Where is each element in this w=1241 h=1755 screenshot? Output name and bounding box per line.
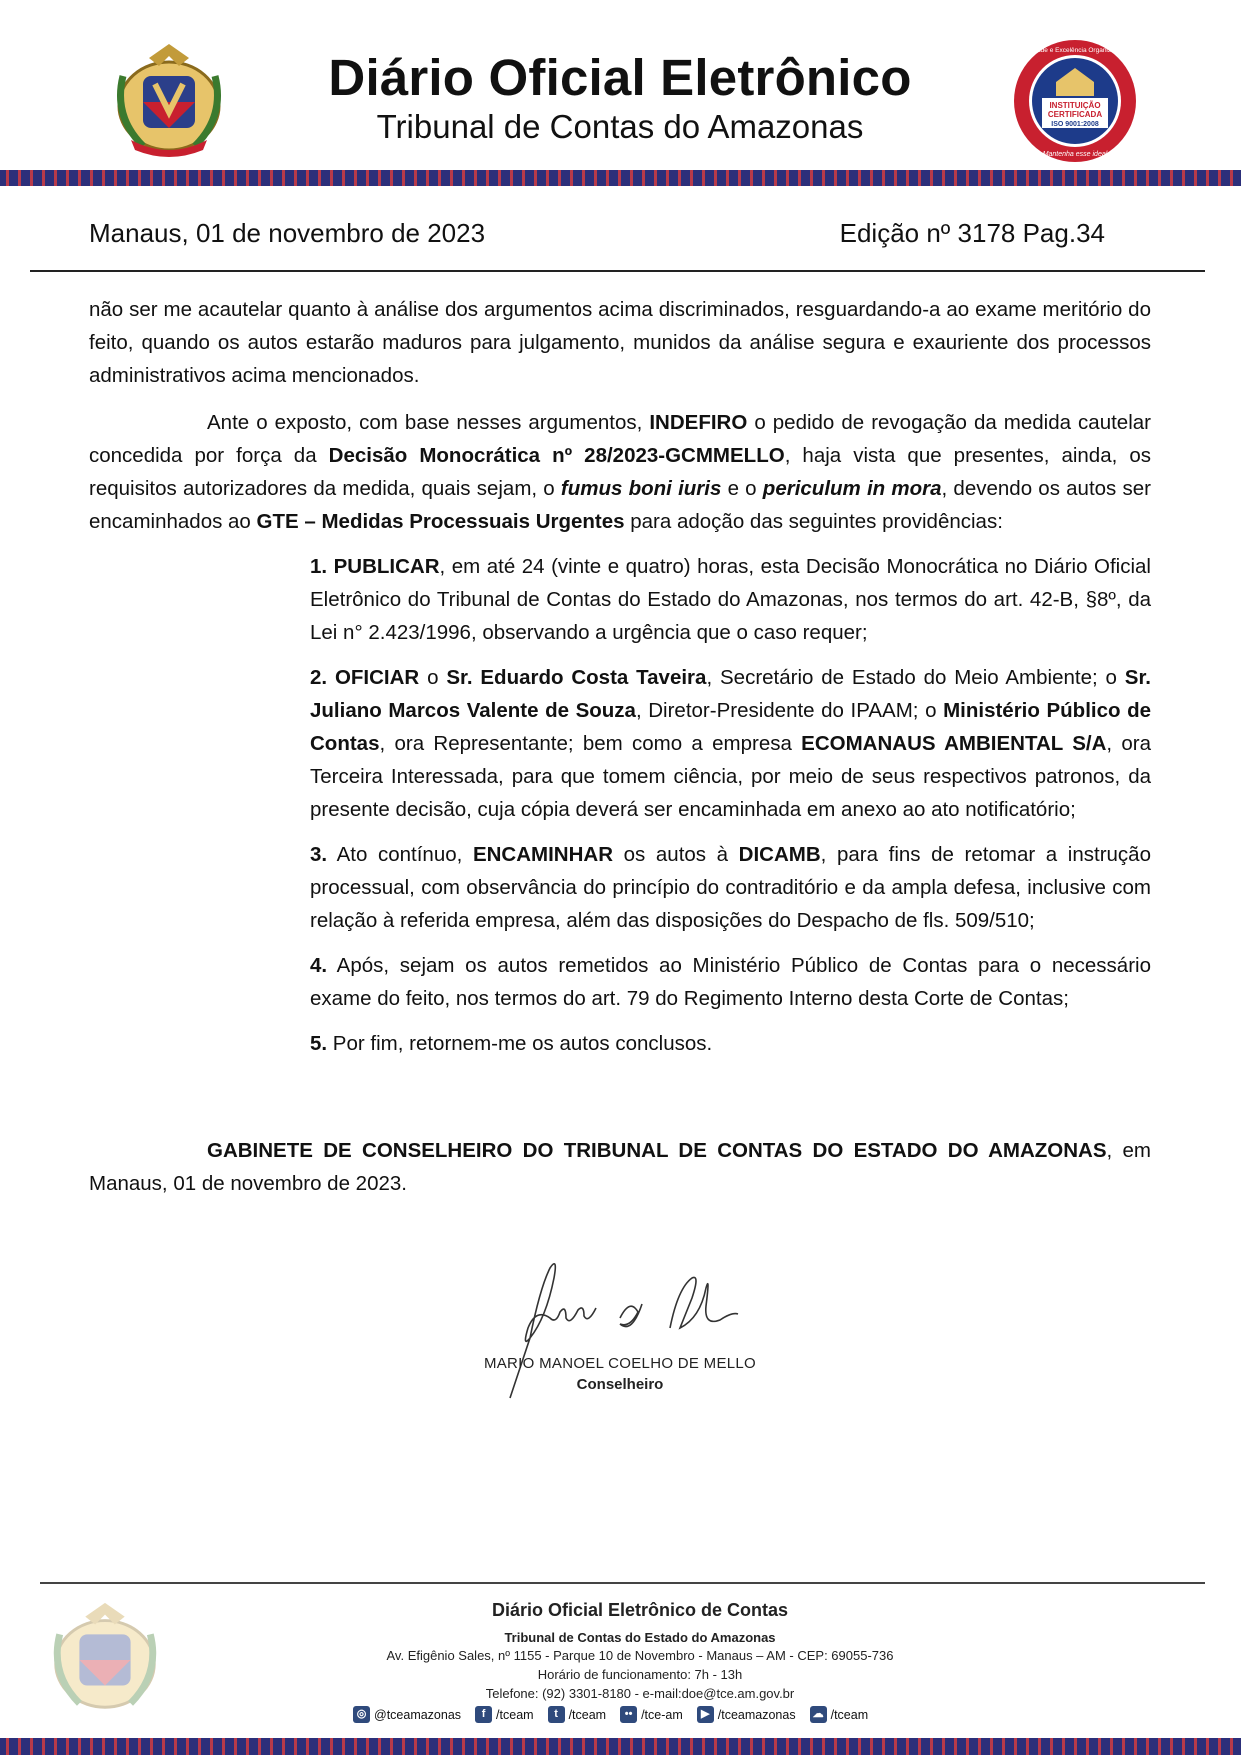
footer-divider xyxy=(40,1582,1205,1584)
footer-address: Av. Efigênio Sales, nº 1155 - Parque 10 de Novembro - Manaus – AM - CEP: 69055-736 xyxy=(386,1648,894,1663)
footer-hours: Horário de funcionamento: 7h - 13h xyxy=(537,1667,743,1682)
coat-of-arms-watermark-icon xyxy=(40,1594,170,1718)
footer-org: Tribunal de Contas do Estado do Amazonas xyxy=(504,1630,776,1645)
social-link-youtube[interactable]: ▶ /tceamazonas xyxy=(697,1706,796,1723)
publication-place-date: Manaus, 01 de novembro de 2023 xyxy=(89,218,486,248)
svg-text:INSTITUIÇÃO: INSTITUIÇÃO xyxy=(1049,101,1101,110)
svg-text:ISO 9001:2008: ISO 9001:2008 xyxy=(1051,121,1099,128)
facebook-icon: f xyxy=(475,1706,492,1723)
social-link-soundcloud[interactable]: ☁ /tceam xyxy=(810,1706,869,1723)
social-links xyxy=(353,1706,913,1723)
social-link-facebook[interactable]: f /tceam xyxy=(475,1706,534,1723)
paragraph-decision: Ante o exposto, com base nesses argumentos, INDEFIRO o pedido de revogação da medida cautelar concedida por força da Decisão Monocrática nº 28/2023-GCMMELLO, haja vista que presentes, ainda, os requisitos autorizadores da medida, quais sejam, o fumus boni iuris e o periculum in mora, devendo os autos ser encaminhados ao GTE – Medidas Processuais Urgentes para adoção das seguintes providências: xyxy=(89,411,1152,533)
social-link-flickr[interactable]: •• /tce-am xyxy=(620,1706,683,1723)
instagram-icon: ◎ xyxy=(353,1706,370,1723)
flickr-icon: •• xyxy=(620,1706,637,1723)
closing-paragraph: GABINETE DE CONSELHEIRO DO TRIBUNAL DE CONTAS DO ESTADO DO AMAZONAS, em Manaus, 01 de novembro de 2023. xyxy=(89,1139,1151,1195)
iso-certification-seal-icon xyxy=(1012,38,1138,164)
list-item: 3. Ato contínuo, ENCAMINHAR os autos à DICAMB, para fins de retomar a instrução processual, com observância do princípio do contraditório e da ampla defesa, inclusive com relação à referida empresa, além das disposições do Despacho de fls. 509/510; xyxy=(310,843,1151,932)
list-item: 1. PUBLICAR, em até 24 (vinte e quatro) horas, esta Decisão Monocrática no Diário Oficial Eletrônico do Tribunal de Contas do Estado do Amazonas, nos termos do art. 42-B, §8º, da Lei n° 2.423/1996, observando a urgência que o caso requer; xyxy=(310,555,1151,644)
document-body xyxy=(89,293,1151,1200)
page-title: Diário Oficial Eletrônico xyxy=(328,49,912,106)
page-subtitle: Tribunal de Contas do Amazonas xyxy=(376,108,864,145)
footer-decorative-band xyxy=(0,1738,1241,1755)
social-link-twitter[interactable]: t /tceam xyxy=(548,1706,607,1723)
header-divider xyxy=(30,270,1205,272)
soundcloud-icon: ☁ xyxy=(810,1706,827,1723)
footer-title: Diário Oficial Eletrônico de Contas xyxy=(491,1600,789,1620)
list-item: 4. Após, sejam os autos remetidos ao Ministério Público de Contas para o necessário exame do feito, nos termos do art. 79 do Regimento Interno desta Corte de Contas; xyxy=(310,954,1151,1010)
edition-page: Edição nº 3178 Pag.34 xyxy=(839,218,1105,248)
social-link-instagram[interactable]: ◎ @tceamazonas xyxy=(353,1706,461,1723)
header-decorative-band xyxy=(0,170,1241,186)
youtube-icon: ▶ xyxy=(697,1706,714,1723)
page-header xyxy=(0,0,1241,170)
signer-name: MARIO MANOEL COELHO DE MELLO xyxy=(483,1355,757,1372)
svg-text:CERTIFICADA: CERTIFICADA xyxy=(1047,110,1103,119)
signer-role: Conselheiro xyxy=(576,1376,664,1393)
list-item: 5. Por fim, retornem-me os autos conclusos. xyxy=(310,1032,713,1055)
svg-text:Qualidade e Excelência Organiz: Qualidade e Excelência Organizacional xyxy=(1018,47,1132,54)
svg-text:Mantenha esse ideal: Mantenha esse ideal xyxy=(1042,151,1108,158)
list-item: 2. OFICIAR o Sr. Eduardo Costa Taveira, Secretário de Estado do Meio Ambiente; o Sr. Juliano Marcos Valente de Souza, Diretor-Presidente do IPAAM; o Ministério Público de Contas, ora Representante; bem como a empresa ECOMANAUS AMBIENTAL S/A, ora Terceira Interessada, para que tomem ciência, por meio de seus respectivos patronos, da presente decisão, cuja cópia deverá ser encaminhada em anexo ao ato notificatório; xyxy=(310,666,1152,821)
paragraph-continuation: não ser me acautelar quanto à análise dos argumentos acima discriminados, resguardando-a ao exame meritório do feito, quando os autos estarão maduros para julgamento, munidos da análise segura e exauriente dos processos administrativos acima mencionados. xyxy=(89,298,1151,387)
footer-contact: Telefone: (92) 3301-8180 - e-mail:doe@tce.am.gov.br xyxy=(485,1686,795,1701)
twitter-icon: t xyxy=(548,1706,565,1723)
coat-of-arms-icon xyxy=(103,36,235,160)
